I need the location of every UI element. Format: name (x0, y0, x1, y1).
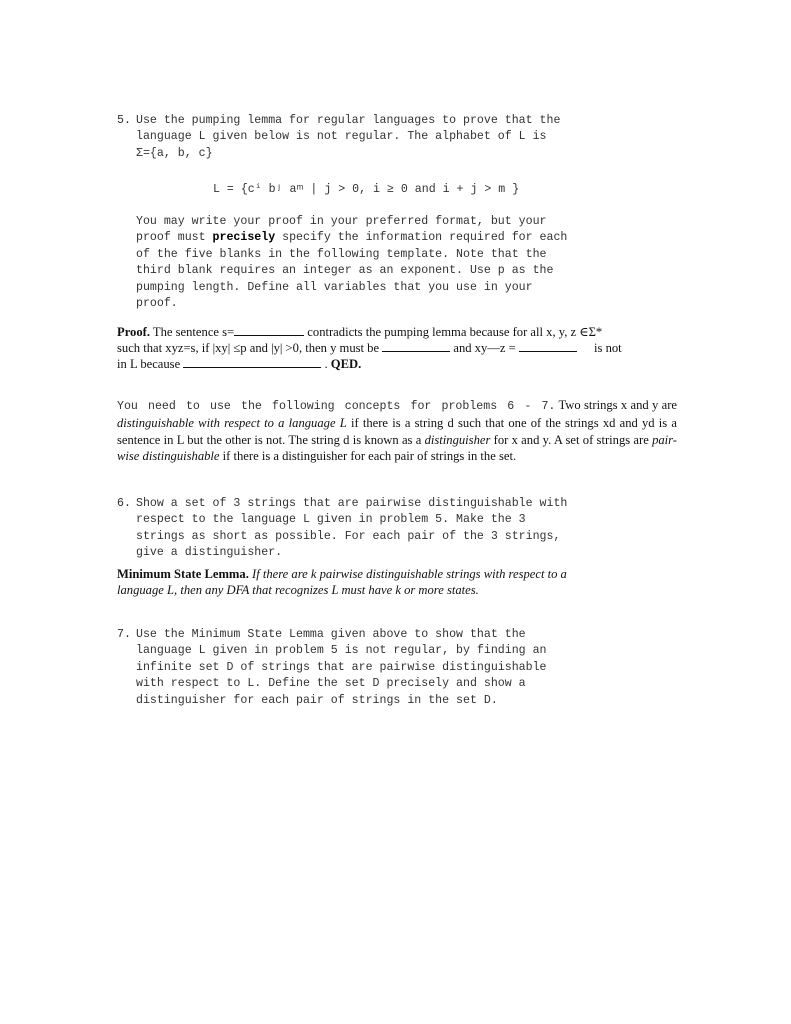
emphasis: precisely (212, 231, 276, 245)
term: pair-wise distinguishable (117, 432, 677, 463)
term: distinguisher (424, 432, 491, 447)
question-intro: Use the pumping lemma for regular languages to prove that the language L given below is not regular. The alphabet of L is Σ={a, b, c} (136, 114, 561, 160)
blank-3 (519, 341, 577, 352)
term: distinguishable with respect to a language L (117, 416, 347, 431)
language-definition: L = {cⁱ bʲ aᵐ | j > 0, i ≥ 0 and i + j > m } (213, 183, 520, 196)
question-number: 7. (117, 628, 131, 641)
question-number: 6. (117, 497, 131, 510)
qed: QED. (330, 357, 362, 372)
blank-1 (234, 325, 304, 336)
concepts-paragraph: You need to use the following concepts for problems 6 - 7. Two strings x and y are distinguishable with respect to a language L if there is a string d such that one of the strings xd and yd is a sentence in L but the other is not. The string d is known as a distinguisher for x and y. A set of strings are pair-wise distinguishable if there is a distinguisher for each pair of strings in the set. (117, 398, 678, 463)
lemma-title: Minimum State Lemma. (117, 567, 249, 581)
minimum-state-lemma: Minimum State Lemma. If there are k pairwise distinguishable strings with respect to a language L, then any DFA that recognizes L must have k or more states. (117, 567, 567, 598)
question-number: 5. (117, 114, 131, 127)
blank-4 (183, 357, 321, 368)
instructions: You may write your proof in your preferred format, but your proof must precisely specify the information required for each of the five blanks in the following template. Note that the third blank requires an integer as an exponent. Use p as the pumping length. Define all variables that you use in your proof. (136, 215, 568, 311)
blank-2 (382, 341, 450, 352)
proof-template: Proof. The sentence s= contradicts the pumping lemma because for all x, y, z ∈Σ* such that xyz=s, if |xy| ≤p and |y| >0, then y must be and xy—z = is not in L because . QED. (117, 325, 622, 372)
question-text: Use the Minimum State Lemma given above to show that the language L given in problem 5 is not regular, by finding an infinite set D of strings that are pairwise distinguishable with respect to L. Define the set D precisely and show a distinguisher for each pair of strings in the set D. (136, 628, 547, 707)
question-text: Show a set of 3 strings that are pairwise distinguishable with respect to the language L given in problem 5. Make the 3 strings as short as possible. For each pair of the 3 strings, give a distinguisher. (136, 497, 568, 560)
proof-label: Proof. (117, 325, 150, 339)
